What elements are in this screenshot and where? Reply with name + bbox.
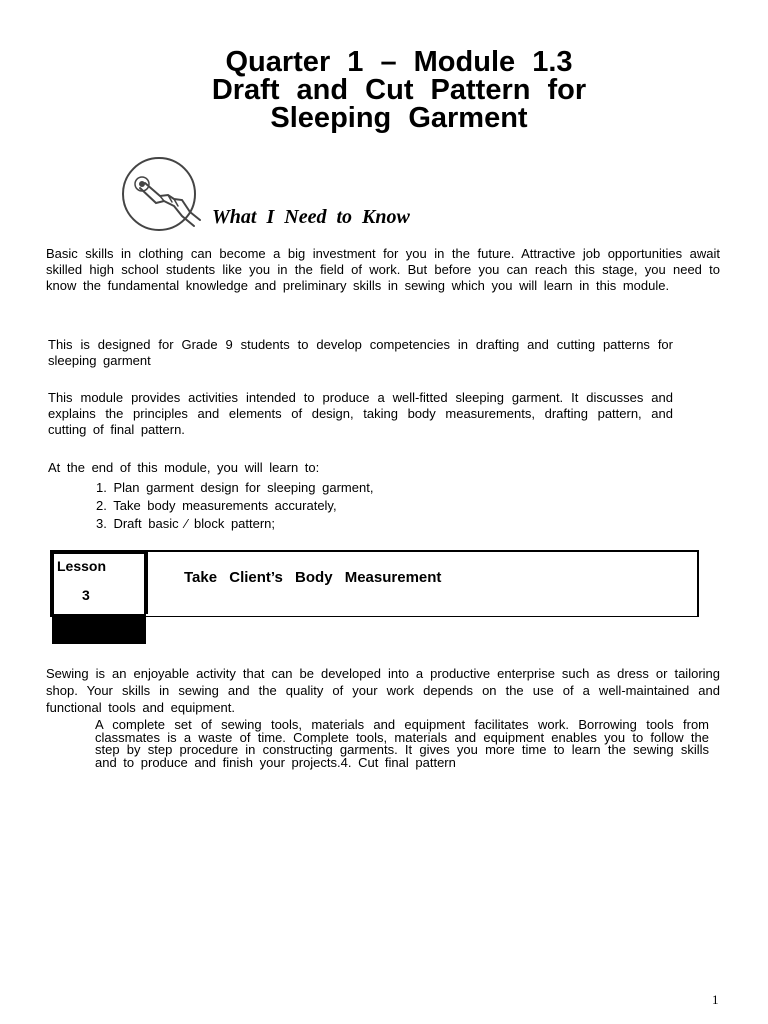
module-title xyxy=(0,48,768,132)
lesson-label: Lesson xyxy=(57,558,107,574)
lesson-title: Take Client’s Body Measurement xyxy=(184,569,442,586)
title-line-2: Draft and Cut Pattern for xyxy=(211,74,587,106)
section-heading: What I Need to Know xyxy=(212,206,410,228)
page-number: 1 xyxy=(712,992,719,1007)
module-description-paragraph: This module provides activities intended to produce a well-fitted sleeping garment. It discusses and explains the principles and elements of design, taking body measurements, drafting pattern, and cutting of final pattern. xyxy=(48,390,673,437)
objective-item: 1. Plan garment design for sleeping garment, xyxy=(96,480,374,495)
title-line-1: Quarter 1 – Module 1.3 xyxy=(225,46,573,78)
objectives-list xyxy=(96,479,373,533)
target-paragraph: This is designed for Grade 9 students to develop competencies in drafting and cutting patterns for sleeping garment xyxy=(48,337,673,368)
title-line-3: Sleeping Garment xyxy=(270,102,528,134)
sewing-paragraph: Sewing is an enjoyable activity that can be developed into a productive enterprise such as dress or tailoring shop. Your skills in sewing and the quality of your work depends on the use of a well-maintained and functional tools and equipment. xyxy=(46,666,720,715)
lesson-divider xyxy=(146,552,148,614)
lesson-number: 3 xyxy=(82,587,90,603)
intro-paragraph: Basic skills in clothing can become a big investment for you in the future. Attractive job opportunities await skilled high school students like you in the field of work. But before you can reach this stage, you need to know the fundamental knowledge and preliminary skills in sewing which you will learn in this module. xyxy=(46,246,720,293)
pointing-hand-icon xyxy=(116,156,206,236)
objective-item: 2. Take body measurements accurately, xyxy=(96,498,337,513)
tools-paragraph: A complete set of sewing tools, materials and equipment facilitates work. Borrowing tools from classmates is a waste of time. Complete tools, materials and equipment enables you to follow the step by step procedure in constructing garments. It gives you more time to learn the sewing skills and to produce and finish your projects.4. Cut final pattern xyxy=(95,717,709,770)
objectives-intro: At the end of this module, you will learn to: xyxy=(48,460,320,475)
objective-item: 3. Draft basic ⁄ block pattern; xyxy=(96,516,276,531)
